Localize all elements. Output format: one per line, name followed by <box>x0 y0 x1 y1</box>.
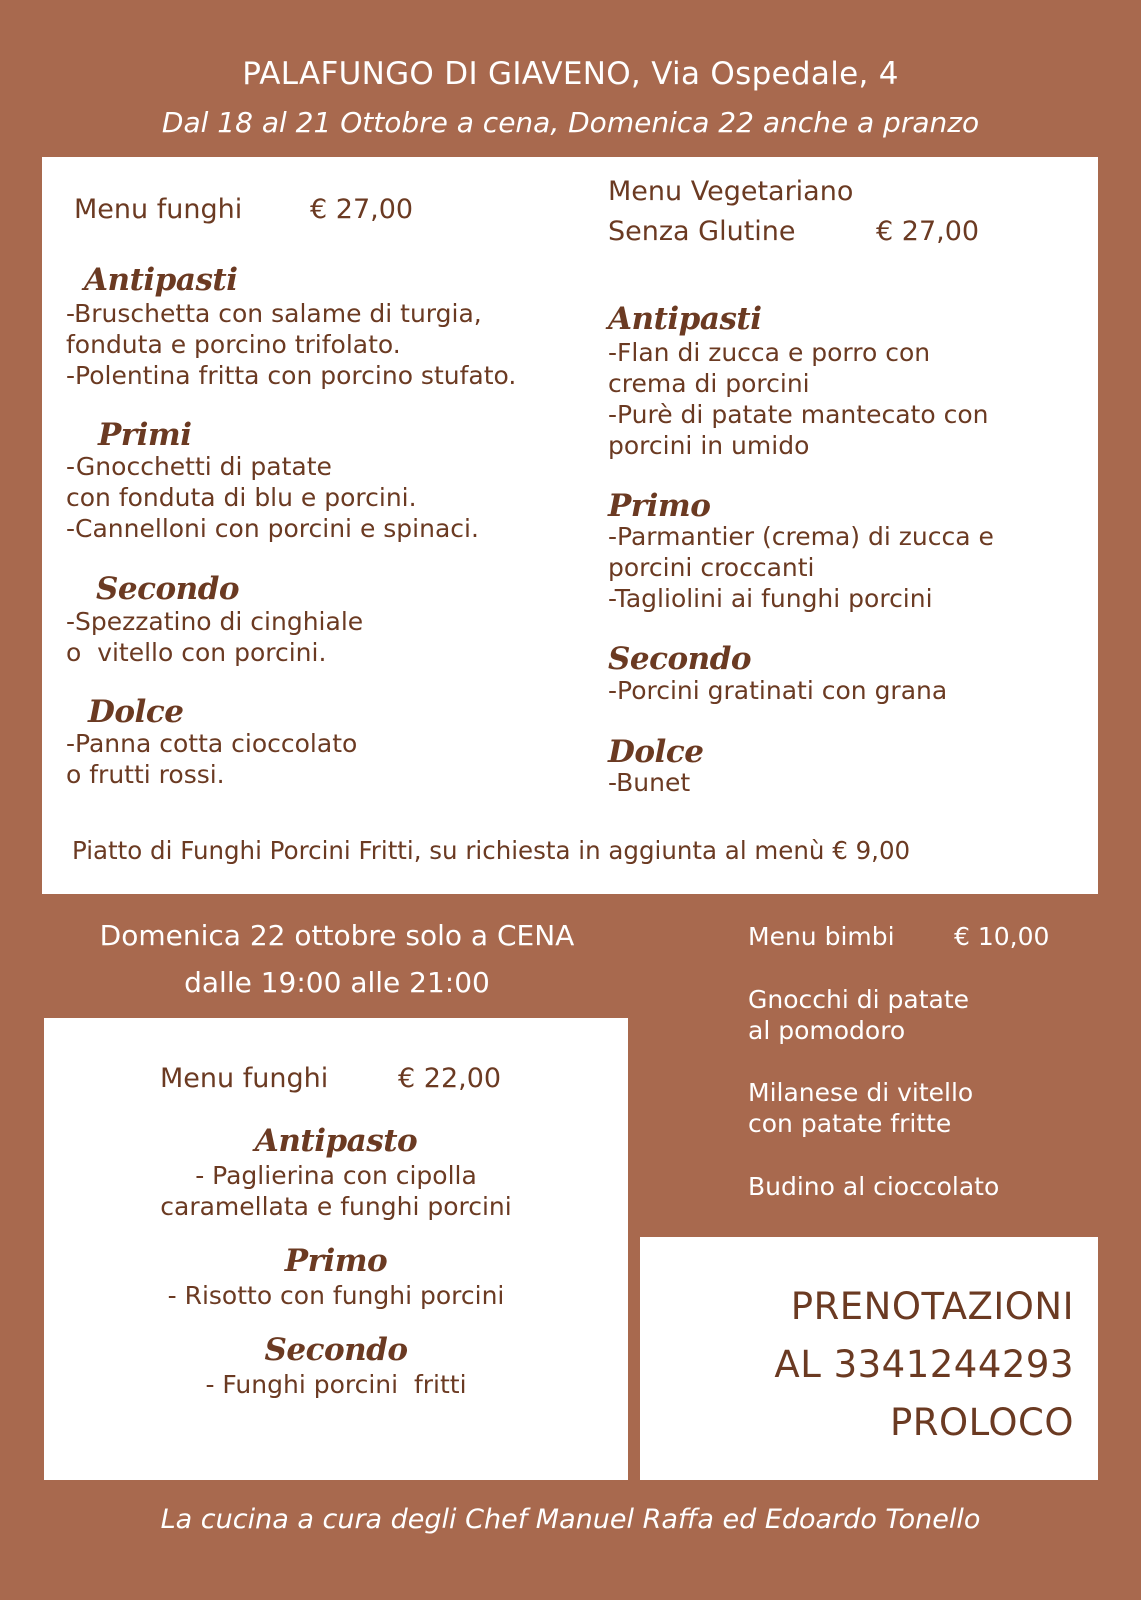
menu-item: caramellata e funghi porcini <box>160 1192 512 1221</box>
sunday-menu-price: € 22,00 <box>398 1063 502 1094</box>
event-dates: Dal 18 al 21 Ottobre a cena, Domenica 22 anche a pranzo <box>161 106 980 139</box>
sunday-menu-body <box>44 1122 628 1400</box>
section-heading-dolce: Dolce <box>608 734 704 770</box>
section-heading-primo: Primo <box>608 488 711 524</box>
booking-info <box>650 1278 1074 1452</box>
menu-item: -Bunet <box>608 768 691 797</box>
booking-line3: PROLOCO <box>889 1401 1074 1444</box>
menu-item: -Purè di patate mantecato con <box>608 400 989 429</box>
section-heading-antipasti: Antipasti <box>84 262 238 298</box>
menu-item: porcini croccanti <box>608 553 815 582</box>
menu-item: - Paglierina con cipolla <box>195 1161 477 1190</box>
chef-credits: La cucina a cura degli Chef Manuel Raffa ed Edoardo Tonello <box>160 1504 981 1535</box>
section-heading-secondo: Secondo <box>264 1332 408 1368</box>
menu-funghi-price: € 27,00 <box>310 194 414 225</box>
section-heading-primi: Primi <box>98 417 192 453</box>
menu-vegetariano-title: Menu Vegetariano <box>608 176 854 207</box>
menu-item: -Polentina fritta con porcino stufato. <box>66 361 517 390</box>
menu-item: -Panna cotta cioccolato <box>66 729 358 758</box>
menu-item: -Bruschetta con salame di turgia, <box>66 299 482 328</box>
menu-item: -Gnocchetti di patate <box>66 452 332 481</box>
menu-item: o frutti rossi. <box>66 760 225 789</box>
menu-item: -Spezzatino di cinghiale <box>66 607 364 636</box>
kids-menu-price: € 10,00 <box>954 922 1050 951</box>
section-heading-antipasti: Antipasti <box>608 301 762 337</box>
kids-menu-item: al pomodoro <box>748 1016 906 1045</box>
menu-item: o vitello con porcini. <box>66 638 327 667</box>
menu-item: -Flan di zucca e porro con <box>608 338 931 367</box>
menu-funghi-title: Menu funghi <box>74 194 243 225</box>
menu-item: crema di porcini <box>608 369 810 398</box>
kids-menu-item: Milanese di vitello <box>748 1078 974 1107</box>
menu-item: fonduta e porcino trifolato. <box>66 330 401 359</box>
menu-item: -Cannelloni con porcini e spinaci. <box>66 514 479 543</box>
menu-vegetariano-price: € 27,00 <box>876 216 980 247</box>
sunday-notice <box>44 912 630 1006</box>
menu-item: - Funghi porcini fritti <box>205 1370 467 1399</box>
kids-menu-item: Budino al cioccolato <box>748 1172 1000 1201</box>
booking-phone[interactable]: AL 3341244293 <box>774 1343 1074 1386</box>
booking-line1: PRENOTAZIONI <box>790 1285 1074 1328</box>
menu-vegetariano-subtitle: Senza Glutine <box>608 216 796 247</box>
menu-item: -Tagliolini ai funghi porcini <box>608 584 933 613</box>
kids-menu-item: con patate fritte <box>748 1109 952 1138</box>
section-heading-dolce: Dolce <box>88 694 184 730</box>
menu-item: con fonduta di blu e porcini. <box>66 483 417 512</box>
menu-item: porcini in umido <box>608 431 810 460</box>
sunday-notice-line2: dalle 19:00 alle 21:00 <box>184 966 490 999</box>
menu-item: -Porcini gratinati con grana <box>608 676 948 705</box>
section-heading-primo: Primo <box>284 1243 388 1279</box>
sunday-notice-line1: Domenica 22 ottobre solo a CENA <box>99 919 575 952</box>
section-heading-secondo: Secondo <box>96 571 240 607</box>
section-heading-secondo: Secondo <box>608 641 752 677</box>
kids-menu-title: Menu bimbi <box>748 922 895 951</box>
venue-title: PALAFUNGO DI GIAVENO, Via Ospedale, 4 <box>242 56 899 92</box>
menu-item: - Risotto con funghi porcini <box>167 1281 505 1310</box>
kids-menu-item: Gnocchi di patate <box>748 985 969 1014</box>
extra-dish-note: Piatto di Funghi Porcini Fritti, su richiesta in aggiunta al menù € 9,00 <box>72 836 911 865</box>
menu-item: -Parmantier (crema) di zucca e <box>608 522 994 551</box>
section-heading-antipasto: Antipasto <box>254 1123 418 1159</box>
sunday-menu-title: Menu funghi <box>160 1063 329 1094</box>
